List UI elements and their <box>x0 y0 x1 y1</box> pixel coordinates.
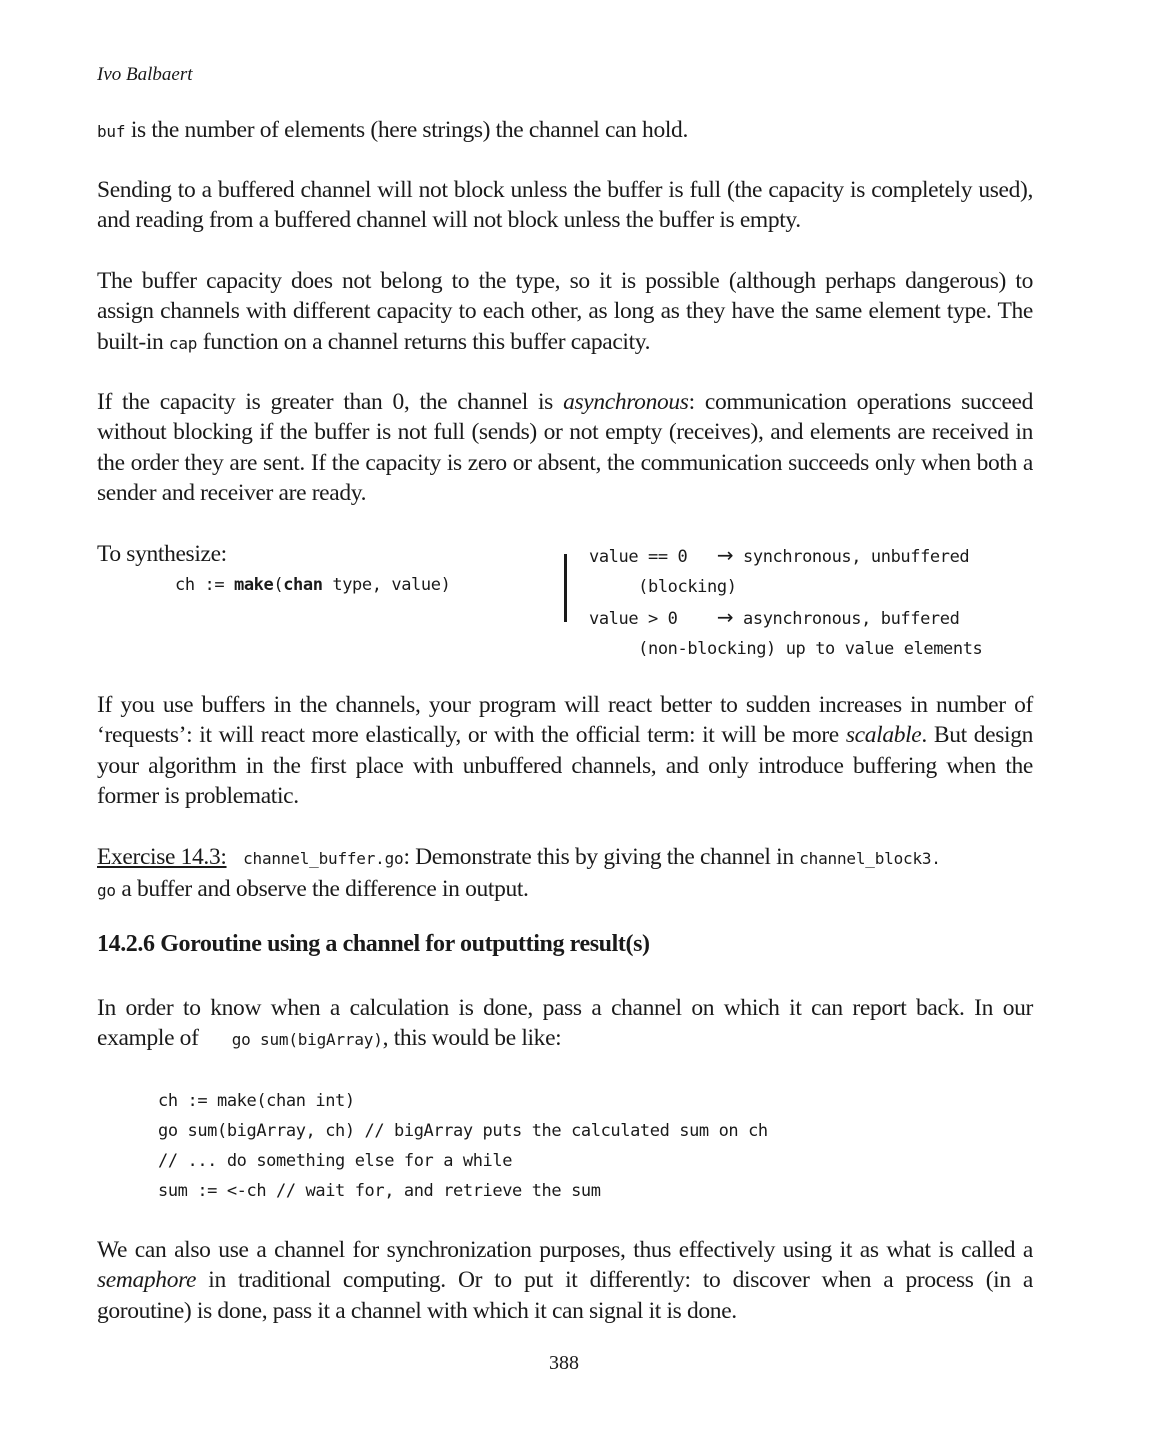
code-block <box>158 1086 768 1206</box>
paragraph-text: : communication operations succeed without blocking if the buffer is not full (sends) or not empty (receives), and elements are received in the order they are sent. If the capacity is zero or absent, the communication succeeds only when both a sender and receiver are ready. <box>97 389 1034 506</box>
code-line: sum := <-ch // wait for, and retrieve the sum <box>158 1181 601 1201</box>
paragraph-text: : Demonstrate this by giving the channel in <box>403 844 800 870</box>
synthesize-code <box>175 570 450 600</box>
inline-code-cap: cap <box>168 333 198 353</box>
code-line: go sum(bigArray, ch) // bigArray puts the calculated sum on ch <box>158 1121 768 1141</box>
paragraph-text: in traditional computing. Or to put it differently: to discover when a process (in a goroutine) is done, pass it a channel with which it can signal it is done. <box>97 1267 1033 1324</box>
exercise-paragraph <box>97 842 1033 907</box>
inline-code-go-sum: go sum(bigArray) <box>231 1030 383 1050</box>
paragraph-text: , this would be like: <box>382 1025 562 1052</box>
rule-detail: (blocking) <box>589 577 737 597</box>
rule-line <box>589 602 982 634</box>
rule-condition: value == 0 <box>589 547 717 567</box>
exercise-file: channel_buffer.go <box>243 849 404 868</box>
inline-code-file: go <box>97 881 116 901</box>
page-number: 388 <box>549 1352 579 1374</box>
paragraph-text: If you use buffers in the channels, your program will react better to sudden increases in number of ‘requests’: it will react more elastically, or with the official term: it will be more <box>97 692 1033 749</box>
synthesize-rules <box>589 540 982 664</box>
running-header-author: Ivo Balbaert <box>97 64 193 85</box>
code-keyword-make: make <box>234 575 274 595</box>
code-text: ( <box>273 575 284 595</box>
right-arrow-icon: → <box>716 543 734 567</box>
rule-detail: (non-blocking) up to value elements <box>589 639 983 659</box>
paragraph-send-blocking: Sending to a buffered channel will not block unless the buffer is full (the capacity is completely used), and reading from a buffered channel will not block unless the buffer is empty. <box>97 177 1033 234</box>
code-keyword-chan: chan <box>283 575 323 595</box>
inline-code-buf: buf <box>97 122 126 141</box>
paragraph-semaphore <box>97 1235 1033 1326</box>
paragraph-text: . But design your algorithm in the first place with unbuffered channels, and only introduce buffering when the former is problematic. <box>97 722 1033 809</box>
rule-result: asynchronous, buffered <box>733 609 960 629</box>
rule-condition: value > 0 <box>589 609 717 629</box>
paragraph-text: a buffer and observe the difference in output. <box>115 876 529 903</box>
rule-line <box>589 540 982 572</box>
synthesize-label: To synthesize: <box>97 541 227 567</box>
paragraph-text: The buffer capacity does not belong to the type, so it is possible (although perhaps dangerous) to assign channels with different capacity to each other, as long as they have the same element type. The built-in <box>97 268 1033 355</box>
paragraph-buffers-scalable <box>97 690 1033 811</box>
paragraph-asynchronous <box>97 387 1033 508</box>
code-line: // ... do something else for a while <box>158 1151 513 1171</box>
paragraph-capacity <box>97 266 1033 359</box>
paragraph-text: In order to know when a calculation is done, pass a channel on which it can report back. In our example of <box>97 995 1033 1052</box>
section-heading: 14.2.6 Goroutine using a channel for outputting result(s) <box>97 931 650 957</box>
emphasis-semaphore: semaphore <box>97 1267 197 1294</box>
vertical-divider <box>564 554 567 622</box>
emphasis-scalable: scalable <box>845 722 922 749</box>
paragraph-report-back <box>97 993 1033 1056</box>
paragraph-text: We can also use a channel for synchronization purposes, thus effectively using it as what is called a <box>97 1237 1033 1263</box>
emphasis-asynchronous: asynchronous <box>563 389 689 415</box>
inline-code-file: channel_block3. <box>799 849 941 868</box>
code-text: ch := <box>175 575 235 595</box>
rule-result: synchronous, unbuffered <box>733 547 970 567</box>
exercise-label: Exercise 14.3: <box>97 844 227 870</box>
paragraph-buf <box>97 115 1033 147</box>
code-text: type, value) <box>322 575 451 595</box>
paragraph-text: function on a channel returns this buffer capacity. <box>197 328 651 355</box>
paragraph-text: is the number of elements (here strings) the channel can hold. <box>125 117 688 143</box>
paragraph-text: If the capacity is greater than 0, the channel is <box>97 389 564 415</box>
code-line: ch := make(chan int) <box>158 1091 355 1111</box>
right-arrow-icon: → <box>716 605 734 629</box>
